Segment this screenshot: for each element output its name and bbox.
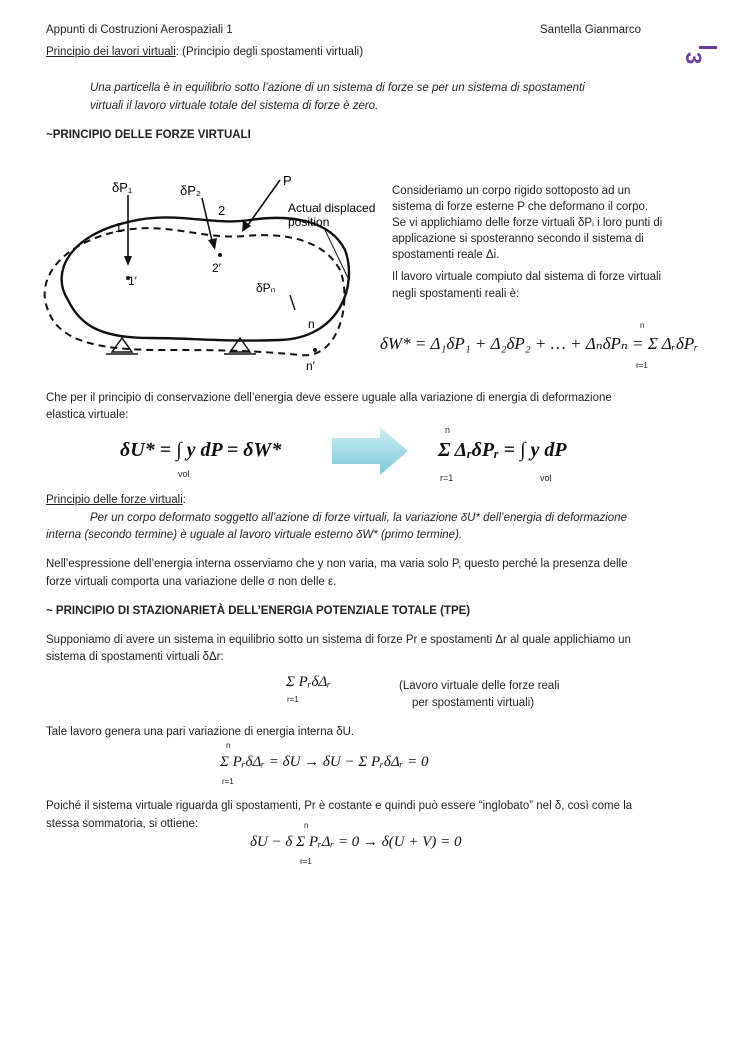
para-line-1: Consideriamo un corpo rigido sottoposto ad un	[392, 185, 631, 197]
eq-right-sum-top: n	[445, 425, 451, 435]
equation-virtual-work-real: Σ PᵣδΔᵣ	[286, 674, 331, 690]
equation-virtual-work: δW* = Δ₁δP₁ + Δ₂δP₂ + … + ΔₙδPₙ = Σ ΔᵣδPᵣ	[380, 334, 699, 353]
equation-tpe: δU − δ Σ PᵣΔᵣ = 0 → δ(U + V) = 0	[250, 834, 462, 850]
section4-heading: ~ PRINCIPIO DI STAZIONARIETÀ DELL’ENERGIA POTENZIALE TOTALE (TPE)	[46, 605, 471, 617]
section4-intro-line1: Supponiamo di avere un sistema in equilibrio sotto un sistema di forze Pr e spostamenti Δr al quale applichiamo un	[46, 634, 631, 646]
point-np	[313, 348, 317, 352]
page-number: 3	[681, 52, 706, 65]
section3-def-line1: Per un corpo deformato soggetto all’azione di forze virtuali, la variazione δU* dell’energia di deformazione	[90, 512, 627, 524]
label-n: n	[308, 317, 315, 331]
eq1-note-line2: per spostamenti virtuali)	[412, 697, 535, 709]
point-2p	[218, 253, 222, 257]
para2-line-1: Il lavoro virtuale compiuto dal sistema di forze virtuali	[392, 271, 662, 284]
big-arrow-icon	[330, 425, 410, 477]
arrowhead-p1	[124, 256, 132, 266]
conservation-line1: Che per il principio di conservazione dell’energia deve essere uguale alla variazione di energia di deformazione	[46, 392, 612, 404]
eq-work-sum-top: n	[640, 321, 645, 330]
equation-energy-left: δU* = ∫ y dP = δW*	[120, 439, 282, 461]
para-line-3: Se vi applichiamo delle forze virtuali δPᵢ i loro punti di	[392, 217, 663, 230]
label-2p: 2′	[212, 261, 221, 275]
arrowhead-p2	[208, 238, 217, 250]
eq-left-vol: vol	[178, 469, 190, 479]
label-actual: Actual displaced	[288, 201, 376, 215]
section4-internal-line: Tale lavoro genera una pari variazione di energia interna δU.	[46, 726, 355, 738]
eq-work-sum-bottom: r=1	[636, 361, 648, 370]
para2-line-2: negli spostamenti reali è:	[392, 287, 520, 300]
deformed-body-figure	[40, 160, 385, 375]
eq-right-sum-bottom: r=1	[440, 473, 454, 483]
label-dpn: δPₙ	[256, 281, 276, 295]
label-position: position	[288, 215, 330, 229]
label-np: n′	[306, 359, 315, 373]
section4-final-line1: Poiché il sistema virtuale riguarda gli spostamenti, Pr è costante e quindi può essere “inglobato” nel δ, così come la	[46, 800, 633, 812]
section4-intro-line2: sistema di spostamenti virtuali δΔr:	[46, 651, 224, 663]
para-line-5: spostamenti reale Δi.	[392, 249, 500, 262]
section1-definition-line2: virtuali il lavoro virtuale totale del sistema di forze è zero.	[90, 100, 379, 112]
section3-obs-line2: forze virtuali comporta una variazione delle σ non delle ε.	[46, 576, 337, 588]
section3-title-text: Principio delle forze virtuali	[46, 494, 183, 506]
section1-definition-line1: Una particella è in equilibrio sotto l’azione di un sistema di forze se per un sistema di spostamenti	[90, 82, 585, 94]
para-line-2: sistema di forze esterne P che deformano il corpo.	[392, 201, 649, 214]
label-2: 2	[218, 203, 226, 218]
support-left	[106, 338, 138, 354]
conservation-line2: elastica virtuale:	[46, 409, 129, 421]
header-right: Santella Gianmarco	[540, 24, 641, 36]
body-outline	[62, 217, 349, 340]
equation-internal-energy: Σ PᵣδΔᵣ = δU → δU − Σ PᵣδΔᵣ = 0	[220, 754, 429, 770]
eq3-sum-top: n	[304, 821, 309, 830]
section2-heading: ~PRINCIPIO DELLE FORZE VIRTUALI	[46, 129, 251, 141]
eq1-note-line1: (Lavoro virtuale delle forze reali	[399, 680, 560, 692]
section3-def-line2: interna (secondo termine) è uguale al lavoro virtuale esterno δW* (primo termine).	[46, 529, 463, 541]
section3-obs-line1: Nell’espressione dell’energia interna osserviamo che y non varia, ma varia solo P, questo perché la presenza delle	[46, 558, 628, 570]
header-left: Appunti di Costruzioni Aerospaziali 1	[46, 24, 233, 36]
arrow-pn	[290, 295, 295, 310]
eq2-sum-bottom: r=1	[222, 777, 234, 786]
label-1p: 1′	[128, 274, 137, 288]
section4-final-line2: stessa sommatoria, si ottiene:	[46, 818, 199, 830]
section1-title-rest: : (Principio degli spostamenti virtuali)	[175, 46, 364, 58]
label-1: 1	[115, 220, 123, 235]
eq1-sum-bottom: r=1	[287, 695, 299, 704]
section3-title	[46, 492, 186, 508]
label-dp2: δP₂	[180, 183, 201, 198]
eq3-sum-bottom: r=1	[300, 857, 312, 866]
section3-title-colon: :	[182, 494, 186, 506]
equation-energy-right: Σ ΔᵣδPᵣ = ∫ y dP	[438, 439, 567, 461]
eq-right-vol: vol	[540, 473, 552, 483]
section1-title	[46, 44, 363, 60]
label-dp1: δP₁	[112, 180, 133, 195]
eq2-sum-top: n	[226, 741, 231, 750]
section2-paragraph	[392, 183, 712, 302]
label-p: P	[283, 173, 292, 188]
section1-title-link: Principio dei lavori virtuali	[46, 46, 176, 58]
para-line-4: applicazione si sposteranno secondo il sistema di	[392, 233, 644, 246]
page-accent-bar	[699, 46, 717, 49]
